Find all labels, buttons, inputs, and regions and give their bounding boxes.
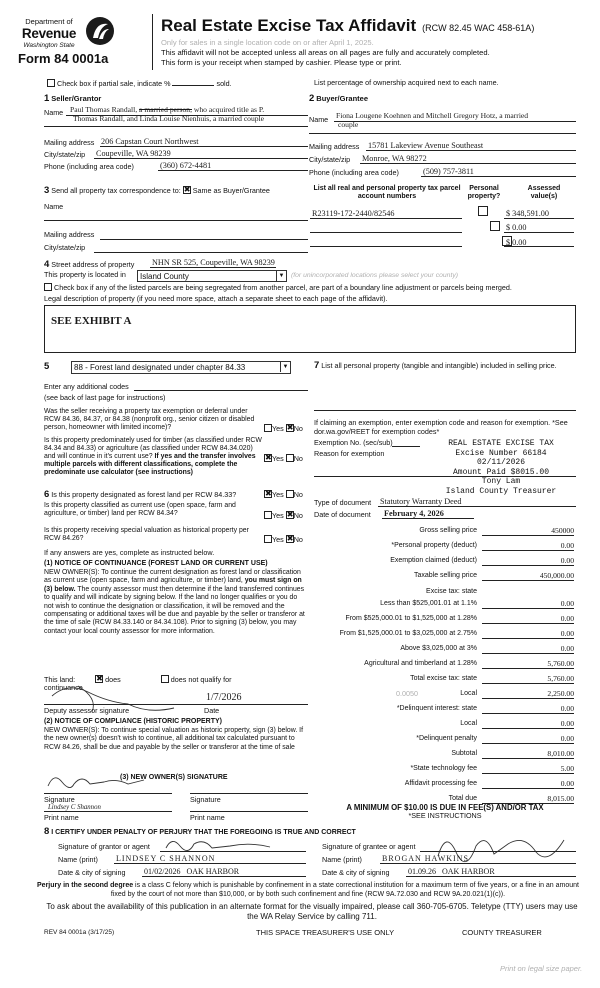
notice1-text: NEW OWNER(S): To continue the current designation as forest land or classification as current use (open space, farm and agriculture, or timber) land, you must sign on (3) below. The county assessor must then determine if the land transferred continues to qualify and will indicate by signing below. If the land no longer qualifies or you do not wish to continue the designation or classification, it will be removed and the compensating or additional taxes will be due and payable by the seller or transferor at the time of sale (RCW 84.33.140 or 84.34.108). Prior to signing (3) below, you may contact your local county assessor for more information. (44, 569, 305, 635)
revision-label: REV 84 0001a (3/17/25) (44, 929, 115, 936)
calc-row (320, 541, 574, 552)
calc-value[interactable]: 0.00 (482, 541, 574, 551)
land-qualify-row: This land: ✖ does does not qualify for (44, 675, 232, 685)
calc-value[interactable]: 8,010.00 (482, 749, 574, 759)
legal-size-note: Print on legal size paper. (500, 964, 583, 973)
notice1-title: (1) NOTICE OF CONTINUANCE (FOREST LAND OR CURRENT USE) (44, 560, 268, 567)
calc-row (320, 614, 574, 625)
current-use-answer: Yes ✖ No (264, 511, 303, 521)
calc-value[interactable]: 0.00 (482, 719, 574, 729)
buyer-name: Fiona Lougene Koehnen and Mitchell Gregory Hotz, a married couple (336, 111, 529, 129)
legal-description-box[interactable] (44, 305, 576, 353)
form-statute: (RCW 82.45 WAC 458-61A) (422, 23, 535, 33)
calc-row (320, 749, 574, 760)
calc-row (320, 526, 574, 537)
partial-sale-row (47, 79, 232, 89)
seller-phone: (360) 672-4481 (160, 161, 212, 170)
calc-row (320, 571, 574, 582)
header-note2: This affidavit will not be accepted unless all areas on all pages are fully and accurately completed. (161, 48, 490, 57)
owner-print-label: Print name (44, 813, 79, 822)
treasurer-use-label: THIS SPACE TREASURER'S USE ONLY (256, 928, 395, 937)
seller-name: Paul Thomas Randall, a married person, who acquired title as P. Thomas Randall, and Linda Louise Nienhuis, a married couple (70, 105, 265, 123)
current-use-question: Is this property classified as current use (open space, farm and agriculture, or timber) land per RCW 84.34? (44, 502, 236, 517)
chevron-down-icon: ▼ (276, 271, 286, 281)
calc-label: *State technology fee (410, 765, 477, 772)
calc-label: Local (460, 720, 477, 727)
calc-label: Gross selling price (419, 527, 477, 534)
buyer-phone-label: Phone (including area code) (309, 168, 399, 177)
buyer-city: Monroe, WA 98272 (362, 154, 427, 163)
calc-label: Agricultural and timberland at 1.28% (364, 660, 477, 667)
calc-value[interactable]: 8,015.00 (482, 794, 574, 804)
deputy-assessor-label: Deputy assessor signature (44, 706, 130, 715)
calc-value[interactable]: 450000 (482, 526, 574, 536)
chevron-down-icon: ▼ (280, 362, 290, 372)
assessor-date: 1/7/2026 (206, 692, 242, 703)
owner-signature-label: Signature (44, 795, 75, 804)
seller-heading: 1 Seller/Grantor (44, 93, 102, 104)
current-use-yes-checkbox[interactable] (264, 511, 272, 519)
if-yes-note: If any answers are yes, complete as instructed below. (44, 548, 215, 557)
calc-row (320, 719, 574, 730)
calc-row (320, 587, 574, 598)
calc-value[interactable]: 450,000.00 (482, 571, 574, 581)
calc-label: Total excise tax: state (410, 675, 477, 682)
header-note1: Only for sales in a single location code on or after April 1, 2025. (161, 38, 374, 47)
exemption-claim-label: If claiming an exemption, enter exemption code and reason for exemption. *See dor.wa.gov/REET for exemption codes* (314, 418, 568, 436)
forest-answer: ✖ Yes No (264, 490, 303, 500)
buyer-phone: (509) 757-3811 (423, 167, 474, 176)
partial-sale-sold: sold. (216, 79, 232, 88)
owner-print-label-2: Print name (190, 813, 225, 822)
see-back-note: (see back of last page for instructions) (44, 393, 166, 402)
calc-value[interactable]: 5,760.00 (482, 674, 574, 684)
grantor-name-label: Name (print) (58, 855, 98, 864)
calc-row (320, 779, 574, 790)
assessor-date-label: Date (204, 706, 220, 715)
calc-value[interactable]: 0.00 (482, 704, 574, 714)
corr-city-label: City/state/zip (44, 243, 86, 252)
exemption-no-checkbox[interactable] (286, 424, 294, 432)
calc-label: From $1,525,000.01 to $3,025,000 at 2.75% (339, 630, 477, 637)
grantor-date-label: Date & city of signing (58, 868, 126, 877)
exemption-answer: Yes ✖ No (264, 424, 303, 434)
calc-value[interactable]: 0.00 (482, 629, 574, 639)
assessed-col-header: Assessed value(s) (527, 185, 561, 201)
ownership-note: List percentage of ownership acquired next to each name. (314, 78, 499, 87)
historic-yes-checkbox[interactable] (264, 535, 272, 543)
doc-type: Statutory Warranty Deed (380, 497, 462, 506)
calc-row (320, 704, 574, 715)
buyer-mailing: 15781 Lakeview Avenue Southeast (368, 141, 484, 150)
dept-line3: Washington State (23, 42, 75, 50)
owner-print-name: Lindsey C Shannon (48, 804, 101, 811)
calc-row (320, 674, 574, 685)
grantor-signature-label: Signature of grantor or agent (58, 842, 150, 851)
current-use-no-checkbox[interactable] (286, 511, 294, 519)
calc-label: Less than $525,001.01 at 1.1% (380, 600, 477, 607)
seller-mailing-label: Mailing address (44, 138, 95, 147)
additional-codes-label: Enter any additional codes (44, 382, 129, 391)
form-title-row (161, 16, 534, 36)
parcel-number-1: R23119-172-2440/82546 (312, 209, 395, 218)
dept-line2: Revenue (21, 26, 77, 41)
calc-row (320, 734, 574, 745)
corr-mailing-label: Mailing address (44, 230, 95, 239)
segregated-checkbox[interactable] (44, 283, 52, 291)
header-divider (152, 14, 153, 70)
notice2-text: NEW OWNER(S): To continue special valuation as historic property, sign (3) below. If the new owner(s) doesn't wish to continue, all additional tax calculated pursuant to RCW 84.26, shall be due and payable by the seller or transferor at the time of sale (44, 727, 304, 751)
certify-row: 8 I CERTIFY UNDER PENALTY OF PERJURY THAT THE FOREGOING IS TRUE AND CORRECT (44, 826, 356, 837)
perjury-notice: Perjury in the second degree is a class C felony which is punishable by confinement in a state correctional institution for a maximum term of five years, or a fine in an amount fixed by the court of not more than $10,000, or by both such confinement and fine (RCW 9A.72.030 and RCW 9A.20.021(1)(c)). (37, 882, 579, 898)
personal-property-checkbox-1[interactable] (478, 206, 488, 216)
county-select[interactable]: Island County ▼ (137, 270, 287, 282)
section5-number: 5 (44, 361, 50, 372)
personal-property-checkbox-2[interactable] (490, 221, 500, 231)
parcel-col-header: List all real and personal property tax parcel account numbers (313, 185, 461, 201)
assessed-value-3: $ 0.00 (506, 238, 527, 247)
calc-value[interactable]: 0.00 (482, 599, 574, 609)
exemption-no-label: Exemption No. (sec/sub) (314, 438, 393, 447)
calc-label: *Delinquent penalty (416, 735, 477, 742)
grantee-name-label: Name (print) (322, 855, 362, 864)
calc-value[interactable]: 0.00 (482, 556, 574, 566)
county-treasurer-label: COUNTY TREASURER (462, 928, 542, 937)
dept-line1: Department of (25, 17, 73, 26)
assessed-value-2: $ 0.00 (506, 223, 527, 232)
legal-label: Legal description of property (if you need more space, attach a separate sheet to each page of the affidavit). (44, 294, 388, 303)
calc-label: Above $3,025,000 at 3% (400, 645, 477, 652)
calc-value[interactable]: 0.00 (482, 614, 574, 624)
calc-row (320, 599, 574, 610)
calc-row (320, 659, 574, 670)
street-row: 4 Street address of property (44, 259, 135, 270)
forest-yes-checkbox[interactable] (264, 490, 272, 498)
assessed-value-1: $ 348,591.00 (506, 209, 549, 218)
new-owner-signature-title: (3) NEW OWNER(S) SIGNATURE (120, 774, 228, 781)
buyer-city-label: City/state/zip (309, 155, 351, 164)
forest-question: 6 Is this property designated as forest land per RCW 84.33? (44, 489, 237, 500)
dor-logo (18, 17, 80, 50)
exemption-question: Was the seller receiving a property tax exemption or deferral under RCW 84.36, 84.37, or 84.38 (nonprofit org., senior citizen or disabled person, homeowner with limited income)? (44, 408, 255, 431)
exemption-yes-checkbox[interactable] (264, 424, 272, 432)
notice2-title: (2) NOTICE OF COMPLIANCE (HISTORIC PROPERTY) (44, 718, 222, 725)
grantor-date-city: 01/02/2026 OAK HARBOR (144, 867, 240, 876)
treasurer-stamp: REAL ESTATE EXCISE TAX Excise Number 66184 02/11/2026 Amount Paid $8015.00 Tony Lam Island County Treasurer (445, 439, 557, 496)
buyer-heading: 2 Buyer/Grantee (309, 93, 368, 104)
seller-mailing: 206 Capstan Court Northwest (101, 137, 199, 146)
partial-sale-label: Check box if partial sale, indicate % (57, 79, 171, 88)
calc-value[interactable]: 0.00 (482, 779, 574, 789)
calc-row (320, 644, 574, 655)
exemption-reason-label: Reason for exemption (314, 449, 385, 458)
calc-label: From $525,000.01 to $1,525,000 at 1.28% (345, 615, 477, 622)
grantee-date-label: Date & city of signing (322, 868, 390, 877)
dor-emblem-icon (84, 14, 116, 48)
timber-yes-checkbox[interactable] (264, 454, 272, 462)
calc-label: Affidavit processing fee (404, 780, 477, 787)
calc-value[interactable]: 5,760.00 (482, 659, 574, 669)
calc-row (320, 629, 574, 640)
calc-row (320, 556, 574, 567)
calc-value[interactable]: 2,250.00 (482, 689, 574, 699)
continuance-label: continuance (44, 683, 83, 692)
seller-phone-label: Phone (including area code) (44, 162, 134, 171)
grantee-name: BROGAN HAWKINS (382, 854, 469, 863)
grantee-date-city: 01.09.26 OAK HARBOR (408, 867, 495, 876)
timber-question: Is this property predominately used for timber (as classified under RCW 84.34 and 84.33) or agriculture (as classified under RCW 84.34.020) and will continue in it's current use? If yes and the transfer involves multiple parcels with different classifications, complete the predominate use calculator (see instructions) (44, 437, 262, 476)
calc-value[interactable]: 0.00 (482, 644, 574, 654)
historic-question: Is this property receiving special valuation as historical property per RCW 84.26? (44, 527, 249, 542)
timber-no-checkbox[interactable] (286, 454, 294, 462)
county-hint: (for unincorporated locations please select your county) (291, 272, 458, 279)
seller-name-label: Name (44, 108, 64, 117)
calc-label: Local (460, 690, 477, 697)
buyer-mailing-label: Mailing address (309, 142, 360, 151)
county-label: This property is located in (44, 270, 126, 279)
owner-signature-label-2: Signature (190, 795, 221, 804)
grantee-signature-label: Signature of grantee or agent (322, 842, 416, 851)
partial-sale-checkbox[interactable] (47, 79, 55, 87)
calc-label: Taxable selling price (413, 572, 477, 579)
personal-property-row: 7 List all personal property (tangible and intangible) included in selling price. (314, 360, 557, 371)
local-rate: 0.0050 (396, 689, 418, 698)
same-as-buyer-checkbox[interactable] (183, 186, 191, 194)
calc-row (320, 764, 574, 775)
see-instructions: *SEE INSTRUCTIONS (408, 811, 482, 820)
header-note3: This form is your receipt when stamped by cashier. Please type or print. (161, 58, 402, 67)
minimum-note: A MINIMUM OF $10.00 IS DUE IN FEE(S) AND/OR TAX (346, 803, 544, 812)
historic-no-checkbox[interactable] (286, 535, 294, 543)
personal-col-header: Personal property? (467, 185, 501, 201)
historic-answer: Yes ✖ No (264, 535, 303, 545)
segregated-row: Check box if any of the listed parcels are being segregated from another parcel, are part of a boundary line adjustment or parcels being merged. (44, 283, 512, 293)
grantor-name: LINDSEY C SHANNON (116, 854, 216, 863)
form-number: Form 84 0001a (18, 51, 109, 66)
calc-row (320, 689, 574, 700)
legal-description: SEE EXHIBIT A (51, 315, 132, 327)
correspondence-row: 3 Send all property tax correspondence to: ✖ Same as Buyer/Grantee (44, 185, 270, 196)
calc-value[interactable]: 5.00 (482, 764, 574, 774)
calc-label: *Delinquent interest: state (396, 705, 477, 712)
calc-label: *Personal property (deduct) (391, 542, 477, 549)
use-code-select[interactable]: 88 - Forest land designated under chapter 84.33 ▼ (71, 361, 291, 374)
doc-date-label: Date of document (314, 510, 371, 519)
form-title: Real Estate Excise Tax Affidavit (161, 16, 417, 35)
calc-value[interactable]: 0.00 (482, 734, 574, 744)
street-address: NHN SR 525, Coupeville, WA 98239 (152, 258, 275, 267)
calc-label: Subtotal (451, 750, 477, 757)
seller-city: Coupeville, WA 98239 (96, 149, 171, 158)
calc-label: Total due (448, 795, 477, 802)
calc-label: Exemption claimed (deduct) (390, 557, 477, 564)
seller-city-label: City/state/zip (44, 150, 86, 159)
doc-date: February 4, 2026 (384, 509, 444, 518)
timber-answer: ✖Yes No (264, 454, 303, 464)
buyer-name-label: Name (309, 115, 329, 124)
alt-format-notice: To ask about the availability of this publication in an alternate format for the visually impaired, please call 360-705-6705. Teletype (TTY) users may use the WA Relay Service by calling 711. (46, 902, 578, 921)
doc-type-label: Type of document (314, 498, 372, 507)
forest-no-checkbox[interactable] (286, 490, 294, 498)
calc-label: Excise tax: state (426, 588, 477, 595)
corr-name-label: Name (44, 202, 64, 211)
